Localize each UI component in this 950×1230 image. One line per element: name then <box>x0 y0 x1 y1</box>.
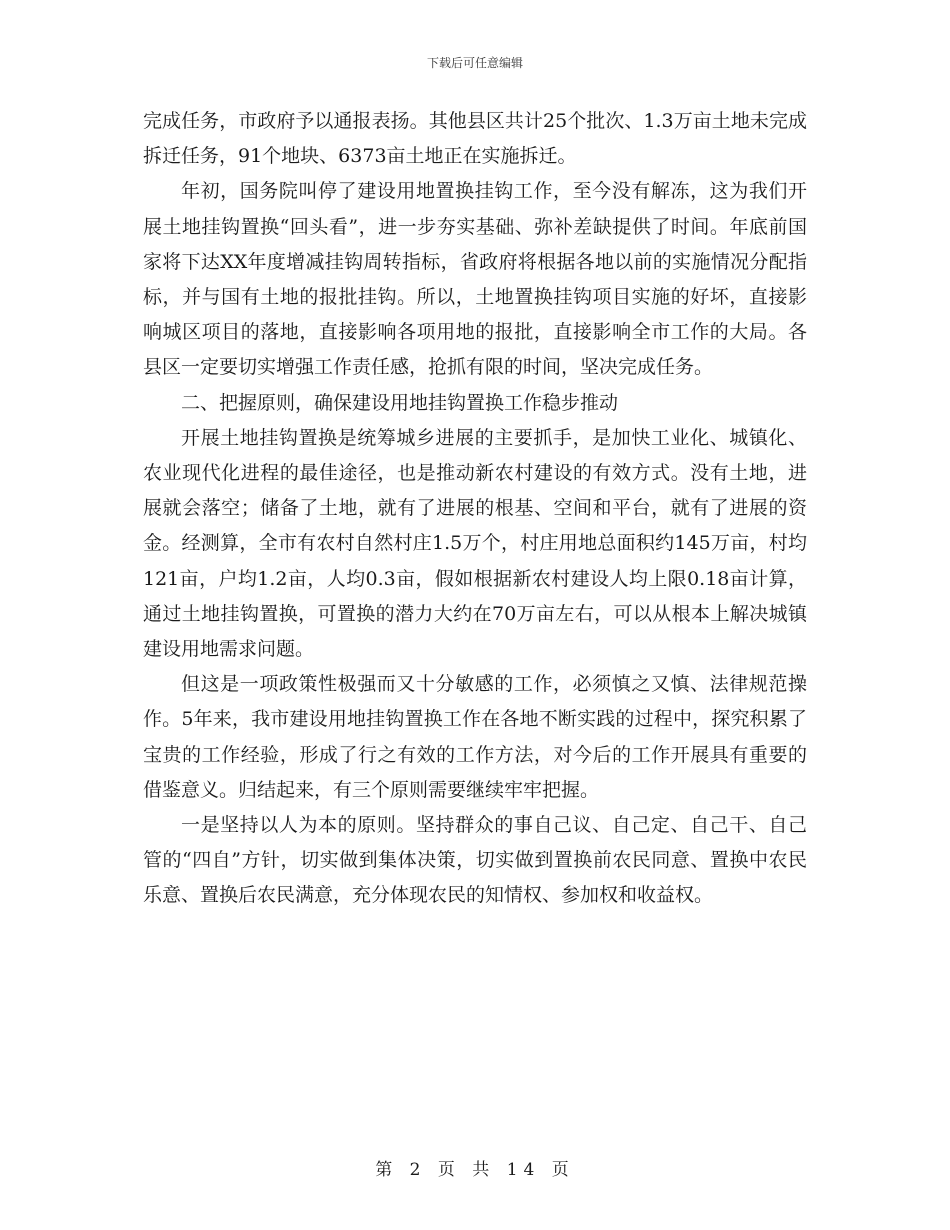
paragraph-2: 年初，国务院叫停了建设用地置换挂钩工作，至今没有解冻，这为我们开展土地挂钩置换“回头看”，进一步夯实基础、弥补差缺提供了时间。年底前国家将下达XX年度增减挂钩周转指标，省政府将根据各地以前的实施情况分配指标，并与国有土地的报批挂钩。所以，土地置换挂钩项目实施的好坏，直接影响城区项目的落地，直接影响各项用地的报批，直接影响全市工作的大局。各县区一定要切实增强工作责任感，抢抓有限的时间，坚决完成任务。 <box>143 180 807 379</box>
section-heading: 二、把握原则，确保建设用地挂钩置换工作稳步推动 <box>181 391 619 414</box>
page-header: 下载后可任意编辑 <box>426 56 523 70</box>
paragraph-4: 但这是一项政策性极强而又十分敏感的工作，必须慎之又慎、法律规范操作。5年来，我市建设用地挂钩置换工作在各地不断实践的过程中，探究积累了宝贵的工作经验，形成了行之有效的工作方法，对今后的工作开展具有重要的借鉴意义。归结起来，有三个原则需要继续牢牢把握。 <box>143 673 807 801</box>
page-number-footer: 第 2 页 共 14 页 <box>375 1160 575 1180</box>
paragraph-5: 一是坚持以人为本的原则。坚持群众的事自己议、自己定、自己干、自己管的“四自”方针，切实做到集体决策，切实做到置换前农民同意、置换中农民乐意、置换后农民满意，充分体现农民的知情权、参加权和收益权。 <box>143 814 807 907</box>
paragraph-1: 完成任务，市政府予以通报表扬。其他县区共计25个批次、1.3万亩土地未完成拆迁任务，91个地块、6373亩土地正在实施拆迁。 <box>143 110 807 168</box>
document-body <box>143 104 807 914</box>
paragraph-3: 开展土地挂钩置换是统筹城乡进展的主要抓手，是加快工业化、城镇化、农业现代化进程的最佳途径，也是推动新农村建设的有效方式。没有土地，进展就会落空；储备了土地，就有了进展的根基、空间和平台，就有了进展的资金。经测算，全市有农村自然村庄1.5万个，村庄用地总面积约145万亩，村均121亩，户均1.2亩，人均0.3亩，假如根据新农村建设人均上限0.18亩计算，通过土地挂钩置换，可置换的潜力大约在70万亩左右，可以从根本上解决城镇建设用地需求问题。 <box>143 426 807 661</box>
